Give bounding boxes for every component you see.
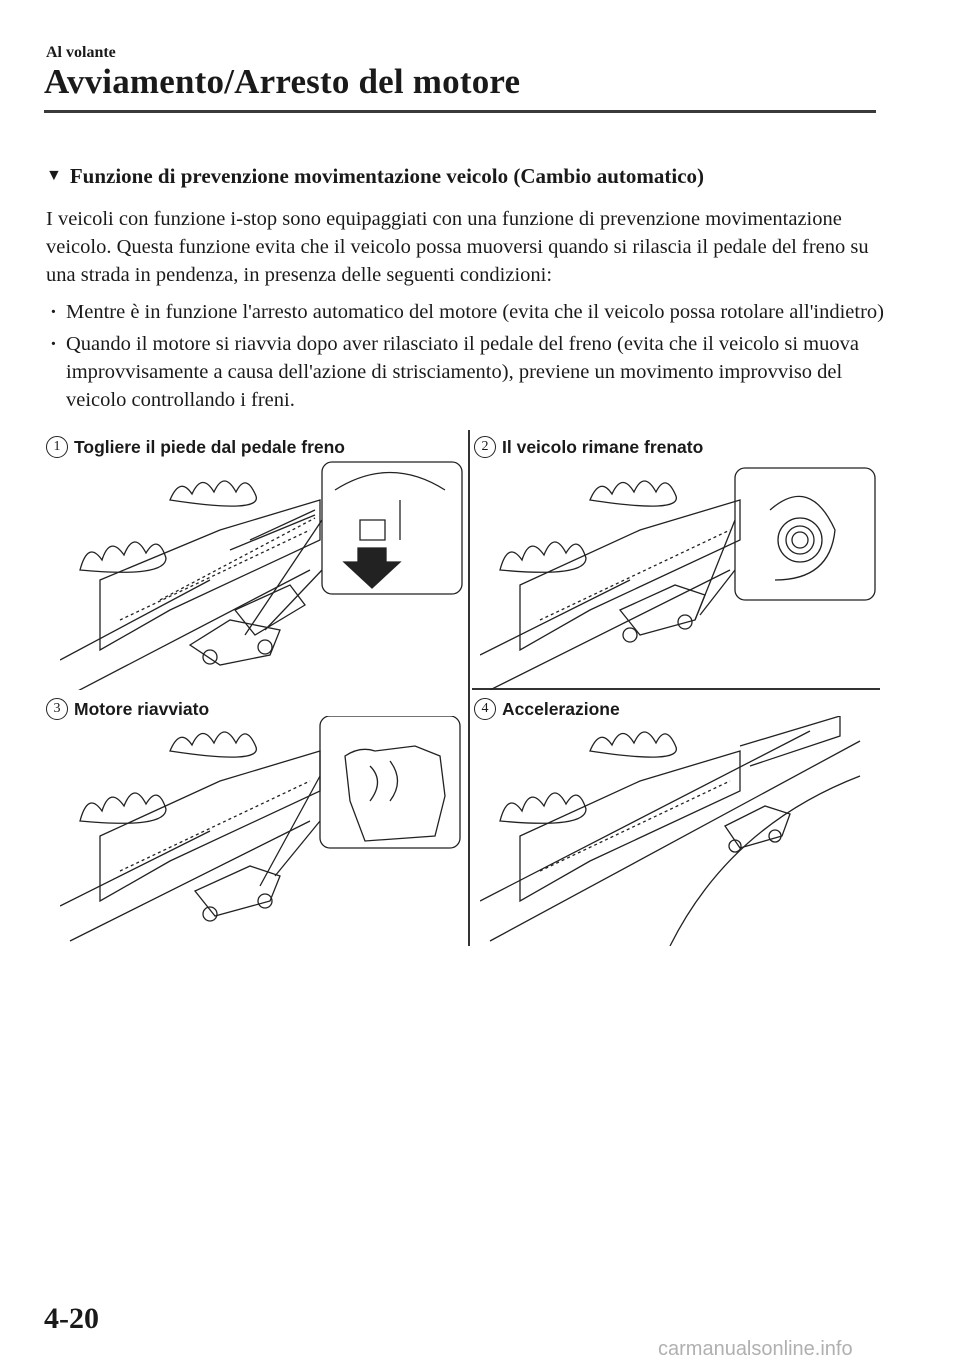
triangle-bullet-icon: ▼	[46, 166, 62, 184]
sub-heading	[46, 164, 886, 189]
footer-watermark: carmanualsonline.info	[658, 1338, 853, 1360]
sub-heading-text: Funzione di prevenzione movimentazione veicolo (Cambio automatico)	[69, 164, 705, 188]
panel-number: 4	[474, 698, 496, 720]
list-item-text: Quando il motore si riavvia dopo aver rilasciato il pedale del freno (evita che il veicolo si muova improvvisamente a causa dell'azione di strisciamento), previene un movimento improvviso del veicolo controllando i freni.	[66, 333, 859, 411]
illustration-figure	[53, 430, 880, 950]
panel-caption-text: Togliere il piede dal pedale freno	[74, 436, 345, 457]
panel-caption-text: Il veicolo rimane frenato	[502, 436, 704, 457]
panel-2-caption	[474, 436, 703, 458]
list-item-text: Mentre è in funzione l'arresto automatico del motore (evita che il veicolo possa rotolare all'indietro)	[66, 301, 884, 323]
page-number: 4-20	[44, 1302, 99, 1335]
list-item	[46, 330, 886, 414]
panel-number: 3	[46, 698, 68, 720]
panel-caption-text: Accelerazione	[502, 698, 620, 719]
panel-caption-text: Motore riavviato	[74, 698, 210, 719]
page-title: Avviamento/Arresto del motore	[44, 62, 521, 101]
bullet-list	[46, 298, 886, 418]
panel-4-illustration	[480, 716, 880, 946]
bullet-dot-icon: ·	[50, 333, 57, 355]
bullet-dot-icon: ·	[50, 301, 57, 323]
panel-number: 2	[474, 436, 496, 458]
panel-3-illustration	[60, 716, 465, 946]
panel-1-illustration	[60, 460, 465, 690]
section-label: Al volante	[46, 44, 116, 61]
title-rule	[44, 110, 876, 113]
panel-1-caption	[46, 436, 345, 458]
intro-paragraph: I veicoli con funzione i-stop sono equipaggiati con una funzione di prevenzione movimentazione veicolo. Questa funzione evita che il veicolo possa muoversi quando si rilascia il pedale del freno su una strada in pendenza, in presenza delle seguenti condizioni:	[46, 208, 869, 286]
panel-number: 1	[46, 436, 68, 458]
list-item	[46, 298, 886, 326]
panel-2-illustration	[480, 460, 880, 690]
figure-divider-vertical	[468, 430, 470, 946]
